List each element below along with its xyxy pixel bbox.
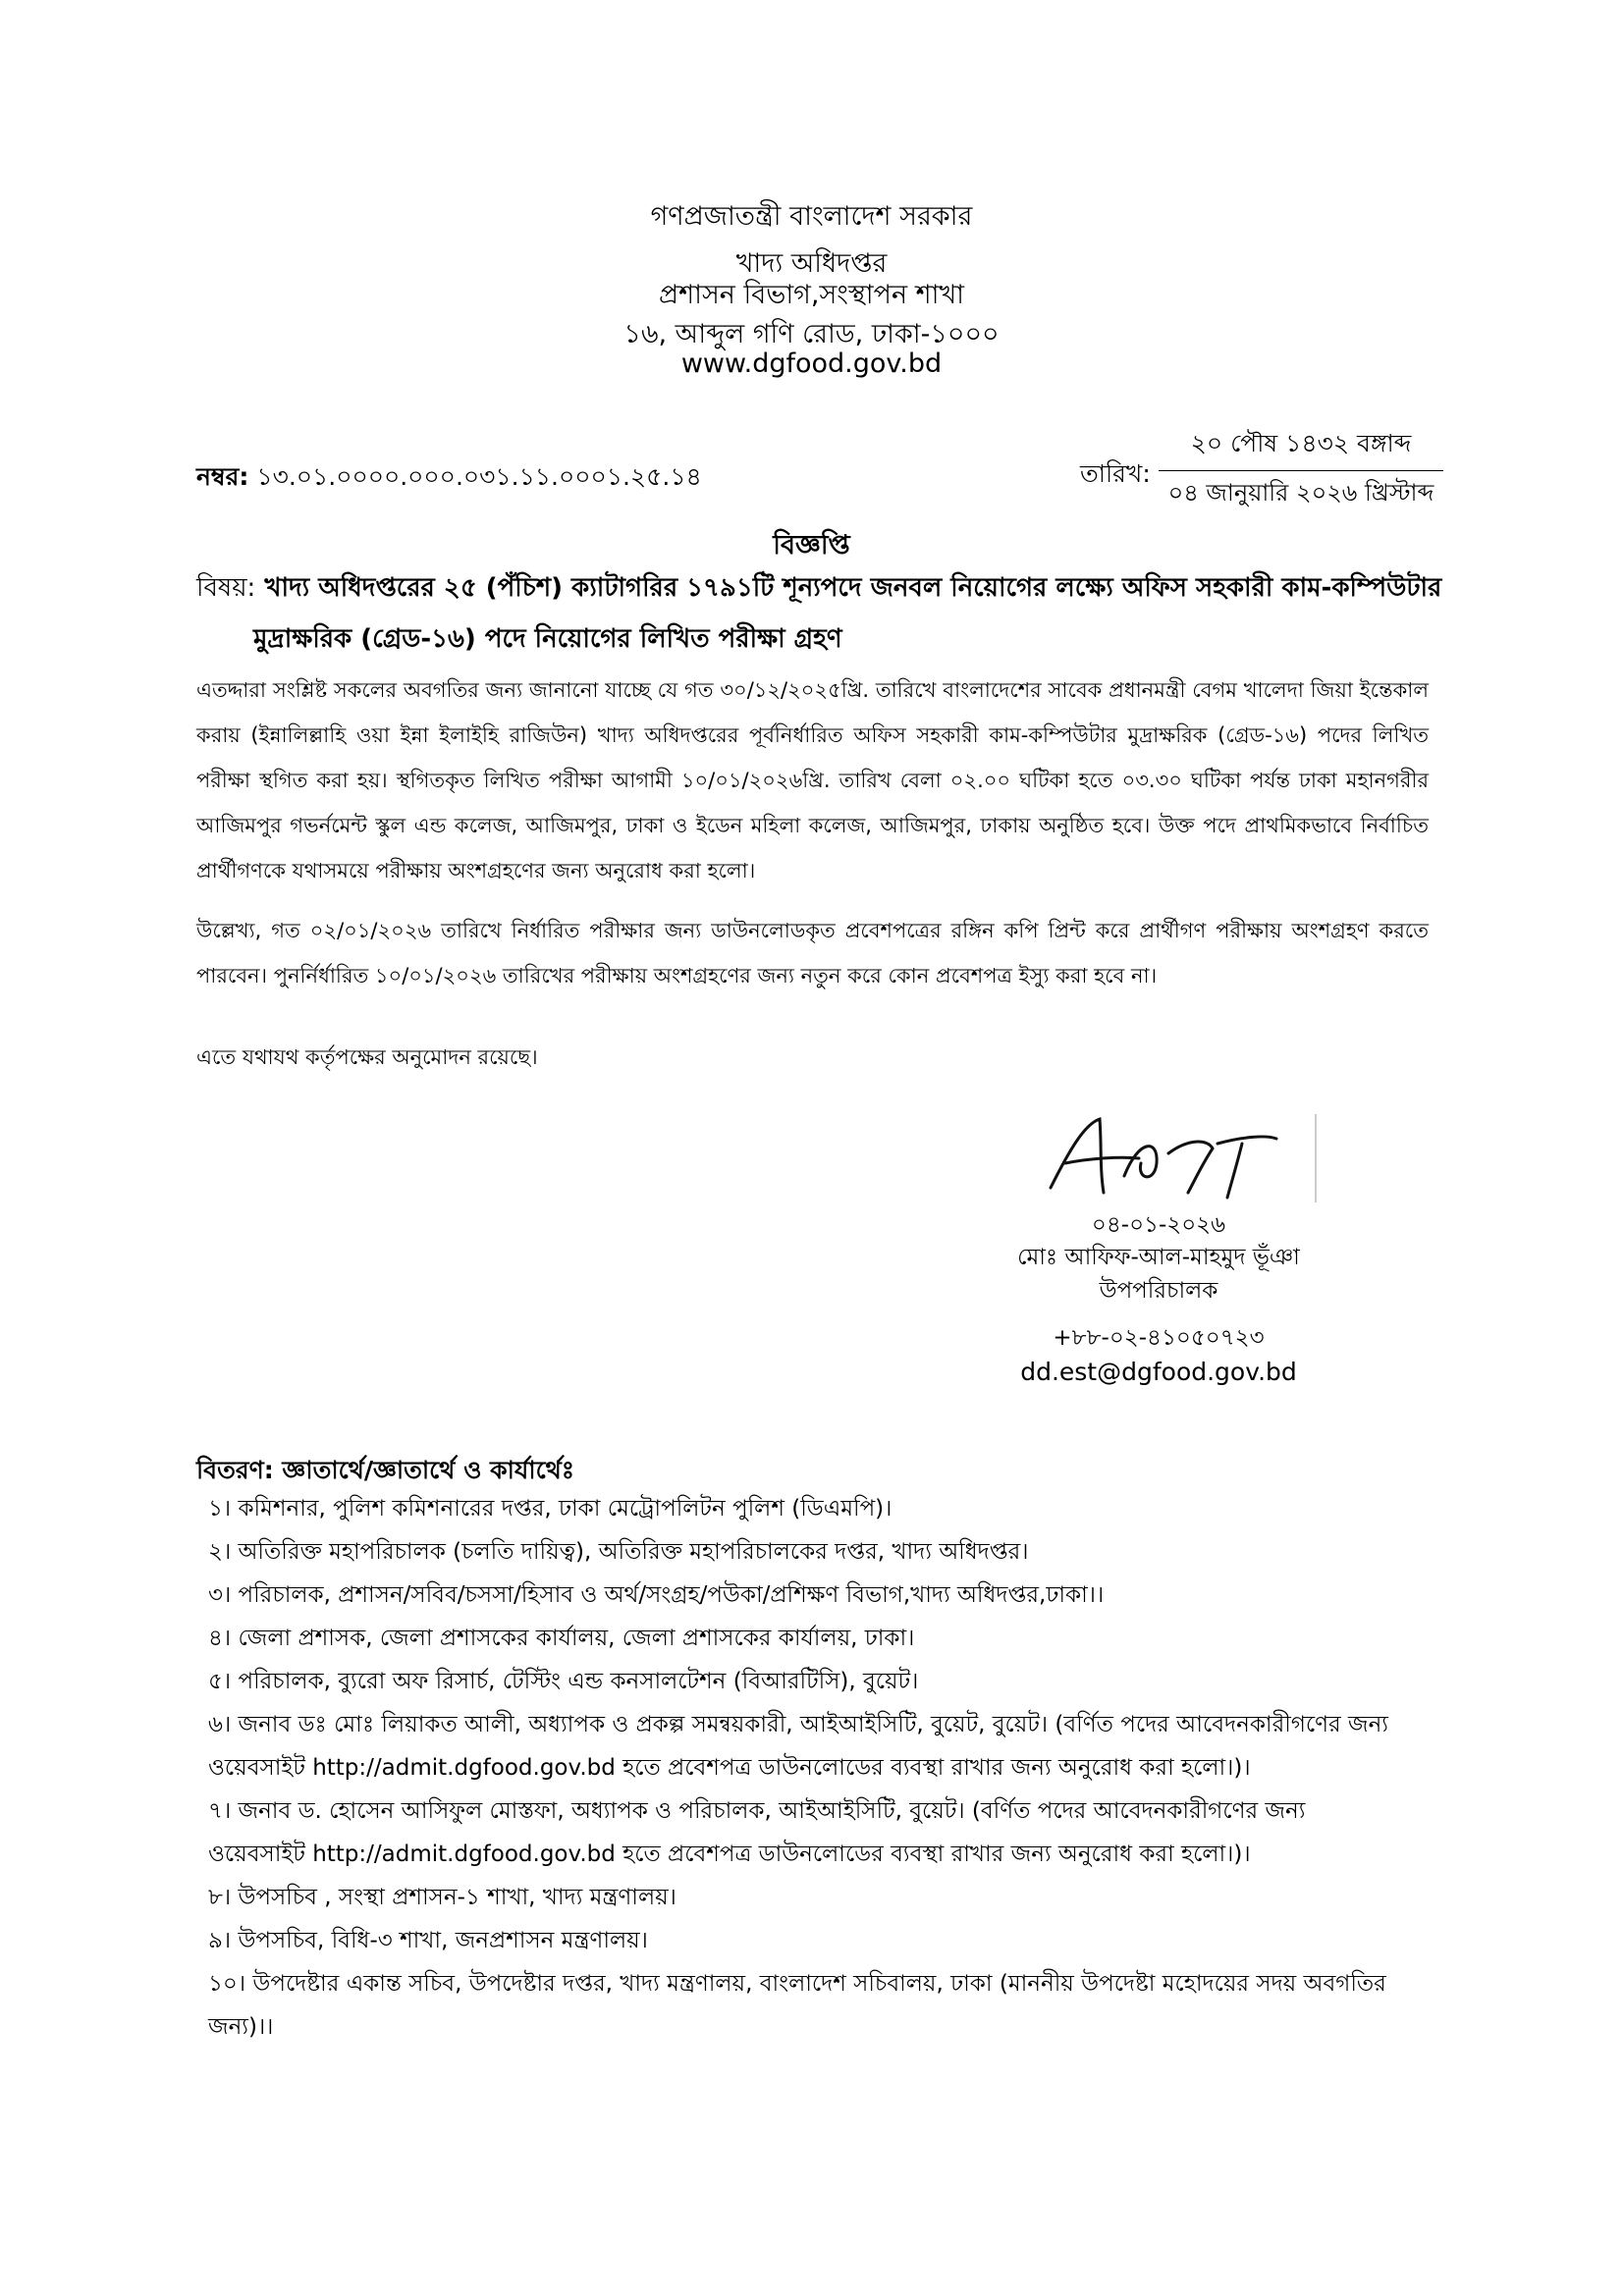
notice-subject <box>196 562 1473 665</box>
notice-paragraph-3 <box>196 1035 1429 1080</box>
signatory-email[interactable]: dd.est@dgfood.gov.bd <box>1020 1358 1297 1386</box>
subject-label: বিষয়: <box>196 573 256 603</box>
distribution-item: ৫। পরিচালক, ব্যুরো অফ রিসার্চ, টেস্টিং এন্ড কনসালটেশন (বিআরটিসি), বুয়েট। <box>208 1669 919 1694</box>
memo-number-label: নম্বর: <box>196 462 249 491</box>
paragraph-2-text: উল্লেখ্য, গত ০২/০১/২০২৬ তারিখে নির্ধারিত পরীক্ষার জন্য ডাউনলোডকৃত প্রবেশপত্রের রঙ্গিন কপি প্রিন্ট করে প্রার্থীগণ পরীক্ষায় অংশগ্রহণ করতে পারবেন। পুনর্নির্ধারিত ১০/০১/২০২৬ তারিখের পরীক্ষায় অংশগ্রহণের জন্য নতুন করে কোন প্রবেশপত্র ইস্যু করা হবে না। <box>196 919 1429 988</box>
header-govt: গণপ্রজাতন্ত্রী বাংলাদেশ সরকার <box>650 201 973 232</box>
memo-number-value: ১৩.০১.০০০০.০০০.০৩১.১১.০০০১.২৫.১৪ <box>256 462 702 491</box>
subject-text-1: খাদ্য অধিদপ্তরের ২৫ (পঁচিশ) ক্যাটাগরির ১৭৯১টি শূন্যপদে জনবল নিয়োগের লক্ষ্যে অফিস সহকারী কাম-কম্পিউটার <box>264 573 1442 603</box>
signatory-name: মোঃ আফিফ-আল-মাহমুদ ভূঁঞা <box>1017 1245 1300 1270</box>
handwritten-signature <box>1031 1109 1325 1207</box>
header-website[interactable]: www.dgfood.gov.bd <box>680 348 943 379</box>
paragraph-3-text: এতে যথাযথ কর্তৃপক্ষের অনুমোদন রয়েছে। <box>196 1045 538 1069</box>
notice-paragraph-1 <box>196 667 1429 893</box>
header-division: প্রশাসন বিভাগ,সংস্থাপন শাখা <box>658 280 965 310</box>
signatory-phone: +৮৮-০২-৪১০৫০৭২৩ <box>1053 1325 1265 1351</box>
distribution-list <box>208 1487 1406 2049</box>
distribution-item: ২। অতিরিক্ত মহাপরিচালক (চলতি দায়িত্ব), অতিরিক্ত মহাপরিচালকের দপ্তর, খাদ্য অধিদপ্তর। <box>208 1539 1029 1565</box>
distribution-item: ৮। উপসচিব , সংস্থা প্রশাসন-১ শাখা, খাদ্য মন্ত্রণালয়। <box>208 1885 676 1910</box>
signature-date: ০৪-০১-২০২৬ <box>1091 1212 1226 1238</box>
memo-date-bangla: ২০ পৌষ ১৪৩২ বঙ্গাব্দ <box>1159 424 1443 471</box>
distribution-item: ৯। উপসচিব, বিধি-৩ শাখা, জনপ্রশাসন মন্ত্রণালয়। <box>208 1928 648 1953</box>
header-dept: খাদ্য অধিদপ্তর <box>735 248 888 279</box>
distribution-item: ১। কমিশনার, পুলিশ কমিশনারের দপ্তর, ঢাকা মেট্রোপলিটন পুলিশ (ডিএমপি)। <box>208 1496 893 1522</box>
memo-date-block <box>1159 424 1443 514</box>
signature-block <box>933 1209 1384 1390</box>
memo-number <box>196 457 702 500</box>
distribution-item: ৩। পরিচালক, প্রশাসন/সবিব/চসসা/হিসাব ও অর্থ/সংগ্রহ/পউকা/প্রশিক্ষণ বিভাগ,খাদ্য অধিদপ্তর,ঢাকা।। <box>208 1582 1105 1608</box>
memo-date-label: তারিখ: <box>1080 459 1151 488</box>
subject-text-2: মুদ্রাক্ষরিক (গ্রেড-১৬) পদে নিয়োগের লিখিত পরীক্ষা গ্রহণ <box>253 624 842 654</box>
subject-line-1 <box>196 562 1473 614</box>
memo-date-english: ০৪ জানুয়ারি ২০২৬ খ্রিস্টাব্দ <box>1167 479 1434 507</box>
header-address: ১৬, আব্দুল গণি রোড, ঢাকা-১০০০ <box>623 319 1000 349</box>
distribution-item: ৪। জেলা প্রশাসক, জেলা প্রশাসকের কার্যালয়, জেলা প্রশাসকের কার্যালয়, ঢাকা। <box>208 1626 915 1651</box>
distribution-item: ৭। জনাব ড. হোসেন আসিফুল মোস্তফা, অধ্যাপক ও পরিচালক, আইআইসিটি, বুয়েট। (বর্ণিত পদের আবেদনকারীগণের জন্য ওয়েবসাইট http://admit.dgfood.gov.bd হতে প্রবেশপত্র ডাউনলোডের ব্যবস্থা রাখার জন্য অনুরোধ করা হলো।)। <box>208 1798 1306 1867</box>
paragraph-1-text: এতদ্দারা সংশ্লিষ্ট সকলের অবগতির জন্য জানানো যাচ্ছে যে গত ৩০/১২/২০২৫খ্রি. তারিখে বাংলাদেশের সাবেক প্রধানমন্ত্রী বেগম খালেদা জিয়া ইন্তেকাল করায় (ইন্নালিল্লাহি ওয়া ইন্না ইলাইহি রাজিউন) খাদ্য অধিদপ্তরের পূর্বনির্ধারিত অফিস সহকারী কাম-কম্পিউটার মুদ্রাক্ষরিক (গ্রেড-১৬) পদের লিখিত পরীক্ষা স্থগিত করা হয়। স্থগিতকৃত লিখিত পরীক্ষা আগামী ১০/০১/২০২৬খ্রি. তারিখ বেলা ০২.০০ ঘটিকা হতে ০৩.৩০ ঘটিকা পর্যন্ত ঢাকা মহানগরীর আজিমপুর গভর্নমেন্ট স্কুল এন্ড কলেজ, আজিমপুর, ঢাকা ও ইডেন মহিলা কলেজ, আজিমপুর, ঢাকায় অনুষ্ঠিত হবে। উক্ত পদে প্রাথমিকভাবে নির্বাচিত প্রার্থীগণকে যথাসময়ে পরীক্ষায় অংশগ্রহণের জন্য অনুরোধ করা হলো। <box>196 678 1429 882</box>
notice-title: বিজ্ঞপ্তি <box>773 530 850 561</box>
notice-paragraph-2 <box>196 908 1429 998</box>
distribution-item: ১০। উপদেষ্টার একান্ত সচিব, উপদেষ্টার দপ্তর, খাদ্য মন্ত্রণালয়, বাংলাদেশ সচিবালয়, ঢাকা (মাননীয় উপদেষ্টা মহোদয়ের সদয় অবগতির জন্য)।। <box>208 1971 1386 2040</box>
signatory-designation: উপপরিচালক <box>1099 1278 1218 1304</box>
distribution-item: ৬। জনাব ডঃ মোঃ লিয়াকত আলী, অধ্যাপক ও প্রকল্প সমন্বয়কারী, আইআইসিটি, বুয়েট, বুয়েট। (বর্ণিত পদের আবেদনকারীগণের জন্য ওয়েবসাইট http://admit.dgfood.gov.bd হতে প্রবেশপত্র ডাউনলোডের ব্যবস্থা রাখার জন্য অনুরোধ করা হলো।)। <box>208 1712 1388 1781</box>
distribution-title: বিতরণ: জ্ঞাতার্থে/জ্ঞাতার্থে ও কার্যার্থেঃ <box>196 1456 575 1484</box>
